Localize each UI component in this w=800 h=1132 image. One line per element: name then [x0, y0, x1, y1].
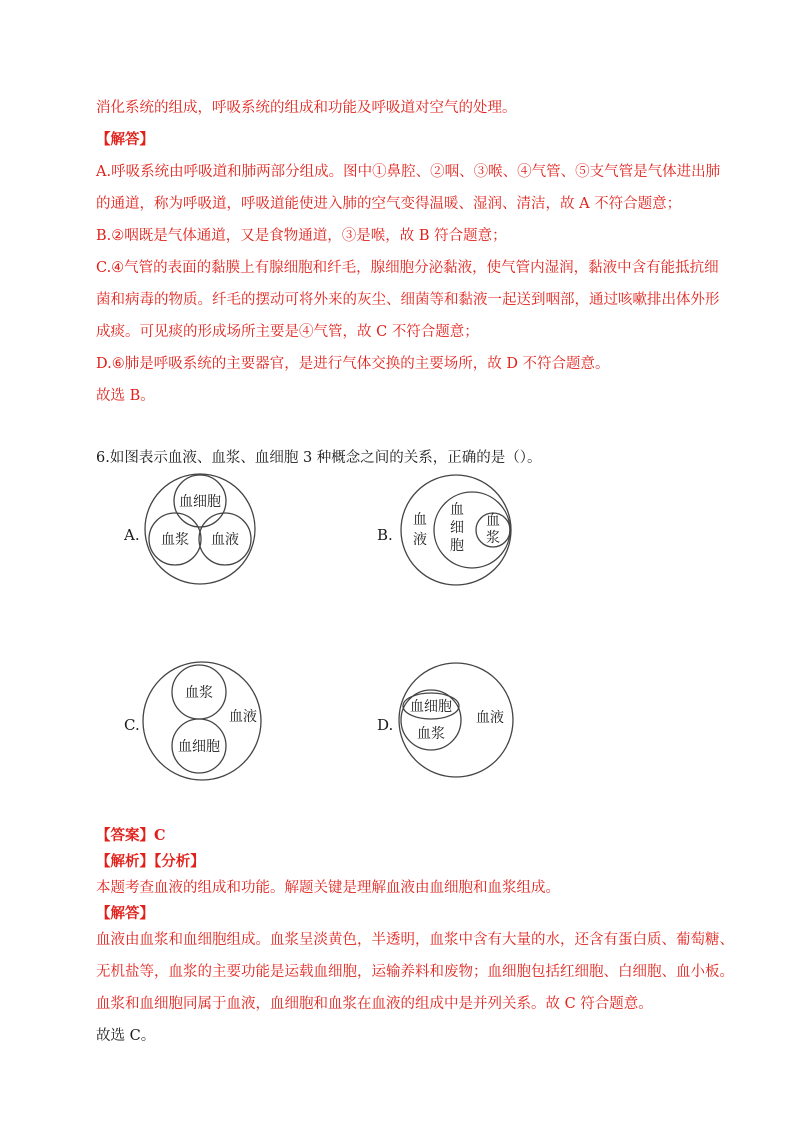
text-line: D.⑥肺是呼吸系统的主要器官，是进行气体交换的主要场所，故 D 不符合题意。 — [96, 356, 610, 372]
option-c-diagram — [140, 660, 264, 782]
text-line: 血液由血浆和血细胞组成。血浆呈淡黄色，半透明，血浆中含有大量的水，还含有蛋白质、葡萄糖、 — [96, 932, 734, 948]
text-line: C.④气管的表面的黏膜上有腺细胞和纤毛，腺细胞分泌黏液，使气管内湿润，黏液中含有能抵抗细 — [96, 260, 719, 276]
analysis-heading: 【解析】【分析】 — [96, 853, 205, 870]
text-line: A.呼吸系统由呼吸道和肺两部分组成。图中①鼻腔、②咽、③喉、④气管、⑤支气管是气体进出肺 — [96, 164, 721, 180]
label-blood-cells: 细 — [450, 520, 464, 536]
text-line: 故选 B。 — [96, 388, 155, 404]
label-plasma: 血浆 — [161, 532, 189, 548]
label-blood: 血液 — [211, 532, 239, 548]
question-6: 6.如图表示血液、血浆、血细胞 3 种概念之间的关系，正确的是（）。 — [96, 450, 542, 466]
text-line: 故选 C。 — [96, 1028, 156, 1044]
text-line: 成痰。可见痰的形成场所主要是④气管，故 C 不符合题意； — [96, 324, 479, 340]
label-blood: 血 — [413, 512, 427, 528]
option-b-diagram — [394, 474, 518, 588]
option-c-letter: C. — [124, 716, 140, 734]
label-blood-cells: 血细胞 — [410, 699, 452, 715]
label-blood: 血液 — [229, 709, 257, 725]
option-a-diagram — [140, 472, 260, 588]
label-blood-cells: 血细胞 — [179, 494, 221, 510]
text-line: 菌和病毒的物质。纤毛的摆动可将外来的灰尘、细菌等和黏液一起送到咽部，通过咳嗽排出体外形 — [96, 292, 720, 308]
answer-line: 【答案】C — [96, 827, 166, 844]
section-heading-answer: 【解答】 — [96, 905, 154, 922]
label-blood-cells: 胞 — [450, 538, 464, 554]
text-line: 无机盐等，血浆的主要功能是运载血细胞，运输养料和废物；血细胞包括红细胞、白细胞、血小板。 — [96, 964, 734, 980]
label-plasma: 血浆 — [417, 726, 445, 742]
text-line: 血浆和血细胞同属于血液，血细胞和血浆在血液的组成中是并列关系。故 C 符合题意。 — [96, 996, 653, 1012]
label-blood: 血液 — [476, 710, 504, 726]
text-line: 消化系统的组成，呼吸系统的组成和功能及呼吸道对空气的处理。 — [96, 100, 517, 116]
text-line: B.②咽既是气体通道，又是食物通道，③是喉，故 B 符合题意； — [96, 228, 507, 244]
text-line: 本题考查血液的组成和功能。解题关键是理解血液由血细胞和血浆组成。 — [96, 880, 560, 896]
label-blood-cells: 血 — [450, 502, 464, 518]
option-b-letter: B. — [377, 526, 393, 544]
option-d-diagram — [394, 662, 518, 780]
option-a-letter: A. — [124, 526, 140, 544]
label-plasma: 血浆 — [185, 685, 213, 701]
label-plasma: 血 — [486, 513, 500, 529]
label-blood: 液 — [413, 532, 427, 548]
label-blood-cells: 血细胞 — [178, 739, 220, 755]
label-plasma: 浆 — [486, 530, 500, 546]
section-heading-answer: 【解答】 — [96, 131, 154, 148]
option-d-letter: D. — [377, 716, 394, 734]
text-line: 的通道，称为呼吸道，呼吸道能使进入肺的空气变得温暖、湿润、清洁，故 A 不符合题意； — [96, 196, 682, 212]
